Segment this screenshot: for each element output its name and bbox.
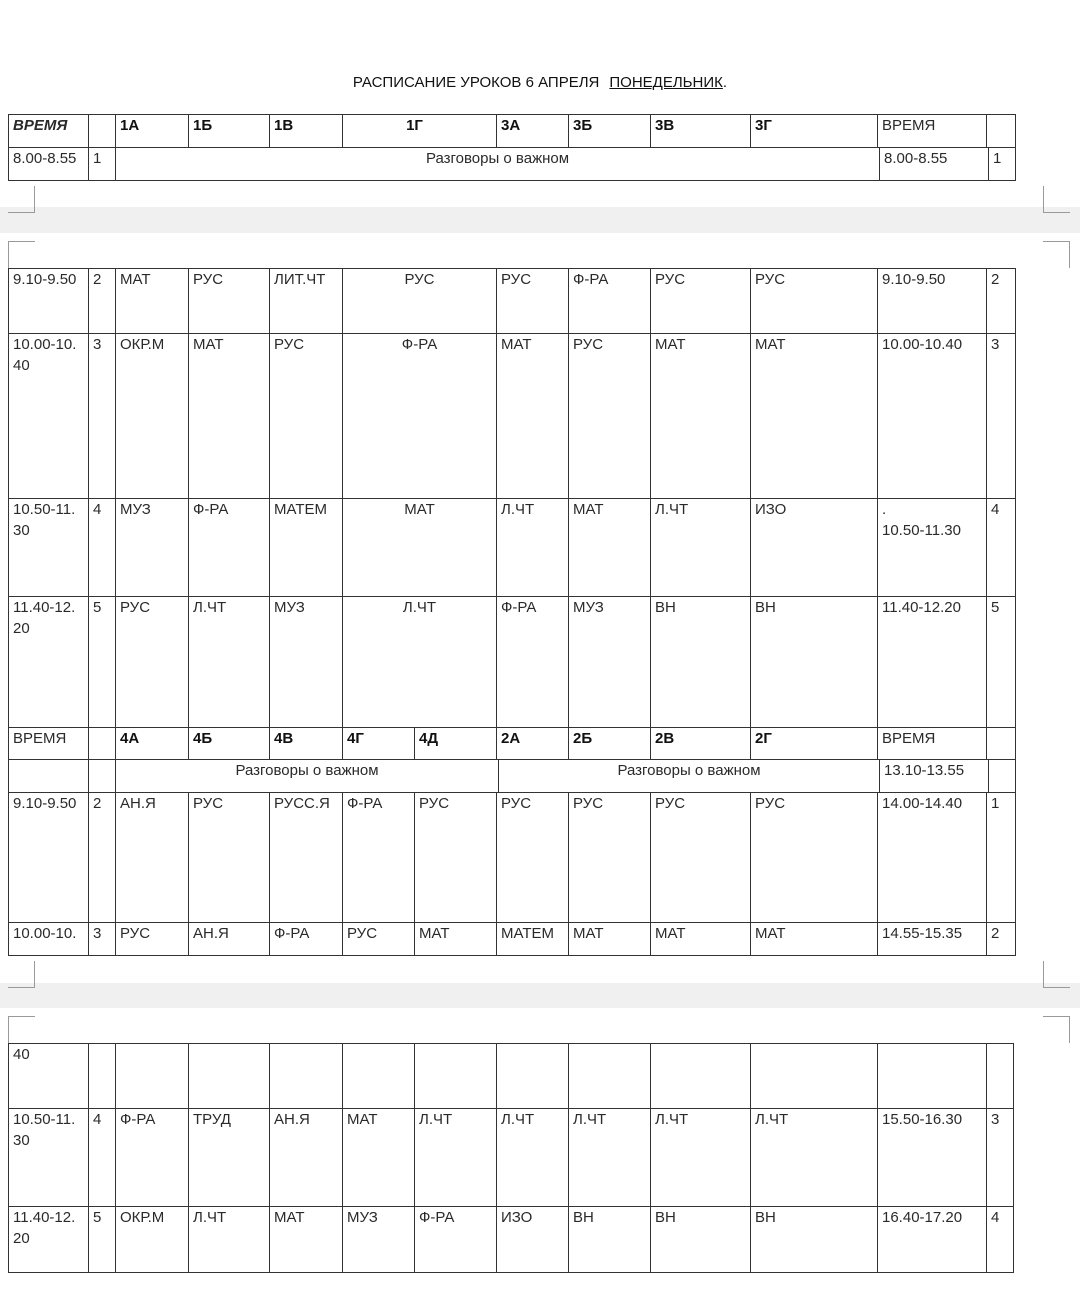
row-time-right: 14.55-15.35	[877, 922, 987, 956]
row-num-right: 1	[986, 792, 1016, 923]
lesson-cell: Л.ЧТ	[188, 596, 270, 728]
special-time: 8.00-8.55	[8, 147, 89, 181]
lesson-cell: Л.ЧТ	[414, 1108, 497, 1207]
lesson-cell: МАТ	[342, 1108, 415, 1207]
lesson-cell	[342, 1043, 415, 1109]
special-num: 1	[88, 147, 116, 181]
lesson-cell: ОКР.М	[115, 1206, 189, 1273]
class-header: 1А	[115, 114, 189, 148]
lesson-cell: ВН	[750, 596, 878, 728]
crop-mark-7	[8, 1016, 35, 1043]
special-num-right-blank	[988, 759, 1016, 793]
lesson-cell: Ф-РА	[496, 596, 569, 728]
lesson-cell: Ф-РА	[414, 1206, 497, 1273]
lesson-cell: МАТЕМ	[269, 498, 343, 597]
lesson-cell: РУС	[269, 333, 343, 499]
special-time-right: 13.10-13.55	[879, 759, 989, 793]
class-header: 4Г	[342, 727, 415, 760]
row-num-right: 4	[986, 498, 1016, 597]
lesson-cell: Ф-РА	[568, 268, 651, 334]
lesson-cell: Л.ЧТ	[342, 596, 497, 728]
class-header: 4А	[115, 727, 189, 760]
row-num: 2	[88, 268, 116, 334]
row-num	[88, 1043, 116, 1109]
lesson-cell: РУС	[568, 792, 651, 923]
lesson-cell: ОКР.М	[115, 333, 189, 499]
lesson-cell: Л.ЧТ	[496, 498, 569, 597]
lesson-cell: МУЗ	[342, 1206, 415, 1273]
row-time-right: . 10.50-11.30	[877, 498, 987, 597]
row-time: 9.10-9.50	[8, 268, 89, 334]
lesson-cell: Л.ЧТ	[496, 1108, 569, 1207]
special-time-right: 8.00-8.55	[879, 147, 989, 181]
header-num-right-blank	[986, 114, 1016, 148]
lesson-cell: МУЗ	[269, 596, 343, 728]
lesson-cell: МАТ	[650, 333, 751, 499]
lesson-cell: РУС	[414, 792, 497, 923]
row-time-right: 9.10-9.50	[877, 268, 987, 334]
row-time-right: 11.40-12.20	[877, 596, 987, 728]
row-num: 5	[88, 596, 116, 728]
lesson-cell: РУС	[750, 792, 878, 923]
row-time: 10.00-10. 40	[8, 333, 89, 499]
header-time: ВРЕМЯ	[8, 727, 89, 760]
lesson-cell: ВН	[568, 1206, 651, 1273]
lesson-cell: РУС	[568, 333, 651, 499]
lesson-cell: РУС	[115, 922, 189, 956]
class-header: 1В	[269, 114, 343, 148]
row-time: 10.50-11. 30	[8, 1108, 89, 1207]
lesson-cell: РУС	[115, 596, 189, 728]
lesson-cell: РУС	[650, 792, 751, 923]
header-time-right: ВРЕМЯ	[877, 114, 987, 148]
lesson-cell: РУС	[342, 268, 497, 334]
class-header: 3Г	[750, 114, 878, 148]
lesson-cell: ЛИТ.ЧТ	[269, 268, 343, 334]
lesson-cell: МАТ	[568, 498, 651, 597]
row-time: 10.00-10.	[8, 922, 89, 956]
title-text: РАСПИСАНИЕ УРОКОВ 6 АПРЕЛЯ	[352, 74, 600, 91]
lesson-cell: МАТ	[414, 922, 497, 956]
lesson-cell: ТРУД	[188, 1108, 270, 1207]
crop-mark-4	[1043, 241, 1070, 268]
row-time-right: 14.00-14.40	[877, 792, 987, 923]
lesson-cell	[750, 1043, 878, 1109]
lesson-cell: АН.Я	[269, 1108, 343, 1207]
header-num-blank	[88, 114, 116, 148]
lesson-cell: ИЗО	[750, 498, 878, 597]
lesson-cell: Ф-РА	[269, 922, 343, 956]
lesson-cell: РУС	[188, 792, 270, 923]
row-time: 10.50-11. 30	[8, 498, 89, 597]
header-num-blank	[88, 727, 116, 760]
row-time: 11.40-12. 20	[8, 596, 89, 728]
special-text-left: Разговоры о важном	[115, 759, 499, 793]
crop-mark-2	[1043, 186, 1070, 213]
header-time: ВРЕМЯ	[8, 114, 89, 148]
row-num-right: 5	[986, 596, 1016, 728]
lesson-cell: Ф-РА	[342, 792, 415, 923]
row-num: 4	[88, 498, 116, 597]
special-num-right: 1	[988, 147, 1016, 181]
lesson-cell	[650, 1043, 751, 1109]
lesson-cell: МАТ	[115, 268, 189, 334]
row-num-right: 3	[986, 333, 1016, 499]
page-break-1	[0, 207, 1080, 233]
lesson-cell	[188, 1043, 270, 1109]
lesson-cell: Л.ЧТ	[188, 1206, 270, 1273]
lesson-cell: РУСС.Я	[269, 792, 343, 923]
lesson-cell: МАТ	[496, 333, 569, 499]
special-time-blank	[8, 759, 89, 793]
class-header: 2А	[496, 727, 569, 760]
title-day: ПОНЕДЕЛЬНИК	[609, 74, 723, 91]
class-header: 4Д	[414, 727, 497, 760]
lesson-cell	[414, 1043, 497, 1109]
row-time-right: 10.00-10.40	[877, 333, 987, 499]
row-num-right: 3	[986, 1108, 1014, 1207]
lesson-cell: МАТ	[342, 498, 497, 597]
row-num: 4	[88, 1108, 116, 1207]
class-header: 4Б	[188, 727, 270, 760]
row-num-right: 2	[986, 922, 1016, 956]
lesson-cell: РУС	[750, 268, 878, 334]
lesson-cell: МАТ	[568, 922, 651, 956]
lesson-cell: Ф-РА	[188, 498, 270, 597]
lesson-cell: Л.ЧТ	[650, 1108, 751, 1207]
row-num: 2	[88, 792, 116, 923]
lesson-cell: РУС	[496, 268, 569, 334]
lesson-cell: Л.ЧТ	[650, 498, 751, 597]
class-header: 4В	[269, 727, 343, 760]
lesson-cell: Ф-РА	[342, 333, 497, 499]
header-num-right-blank	[986, 727, 1016, 760]
lesson-cell: МАТ	[750, 922, 878, 956]
page-break-2	[0, 983, 1080, 1008]
page-title	[0, 74, 1080, 91]
class-header: 1Б	[188, 114, 270, 148]
row-time-right: 16.40-17.20	[877, 1206, 987, 1273]
row-num-right: 2	[986, 268, 1016, 334]
lesson-cell: Ф-РА	[115, 1108, 189, 1207]
row-time-right: 15.50-16.30	[877, 1108, 987, 1207]
lesson-cell	[269, 1043, 343, 1109]
lesson-cell: АН.Я	[115, 792, 189, 923]
title-end: .	[722, 74, 728, 91]
crop-mark-3	[8, 241, 35, 268]
crop-mark-6	[1043, 961, 1070, 988]
row-time-right	[877, 1043, 987, 1109]
lesson-cell: Л.ЧТ	[750, 1108, 878, 1207]
class-header: 2Б	[568, 727, 651, 760]
lesson-cell: РУС	[496, 792, 569, 923]
lesson-cell: АН.Я	[188, 922, 270, 956]
special-text: Разговоры о важном	[115, 147, 880, 181]
crop-mark-1	[8, 186, 35, 213]
lesson-cell: МУЗ	[115, 498, 189, 597]
row-num-right	[986, 1043, 1014, 1109]
lesson-cell: РУС	[188, 268, 270, 334]
class-header: 2Г	[750, 727, 878, 760]
special-text-right: Разговоры о важном	[498, 759, 880, 793]
lesson-cell: МАТ	[750, 333, 878, 499]
lesson-cell	[568, 1043, 651, 1109]
lesson-cell: РУС	[650, 268, 751, 334]
lesson-cell: МАТЕМ	[496, 922, 569, 956]
row-time: 9.10-9.50	[8, 792, 89, 923]
lesson-cell: ВН	[750, 1206, 878, 1273]
lesson-cell: МАТ	[269, 1206, 343, 1273]
lesson-cell	[115, 1043, 189, 1109]
lesson-cell	[496, 1043, 569, 1109]
row-time: 11.40-12. 20	[8, 1206, 89, 1273]
class-header: 1Г	[342, 114, 497, 148]
lesson-cell: ВН	[650, 596, 751, 728]
crop-mark-5	[8, 961, 35, 988]
row-num: 3	[88, 333, 116, 499]
lesson-cell: ИЗО	[496, 1206, 569, 1273]
class-header: 3А	[496, 114, 569, 148]
lesson-cell: Л.ЧТ	[568, 1108, 651, 1207]
class-header: 3Б	[568, 114, 651, 148]
class-header: 2В	[650, 727, 751, 760]
row-time: 40	[8, 1043, 89, 1109]
lesson-cell: РУС	[342, 922, 415, 956]
lesson-cell: МУЗ	[568, 596, 651, 728]
lesson-cell: ВН	[650, 1206, 751, 1273]
row-num: 5	[88, 1206, 116, 1273]
class-header: 3В	[650, 114, 751, 148]
row-num-right: 4	[986, 1206, 1014, 1273]
lesson-cell: МАТ	[188, 333, 270, 499]
crop-mark-8	[1043, 1016, 1070, 1043]
row-num: 3	[88, 922, 116, 956]
lesson-cell: МАТ	[650, 922, 751, 956]
header-time-right: ВРЕМЯ	[877, 727, 987, 760]
special-num-blank	[88, 759, 116, 793]
